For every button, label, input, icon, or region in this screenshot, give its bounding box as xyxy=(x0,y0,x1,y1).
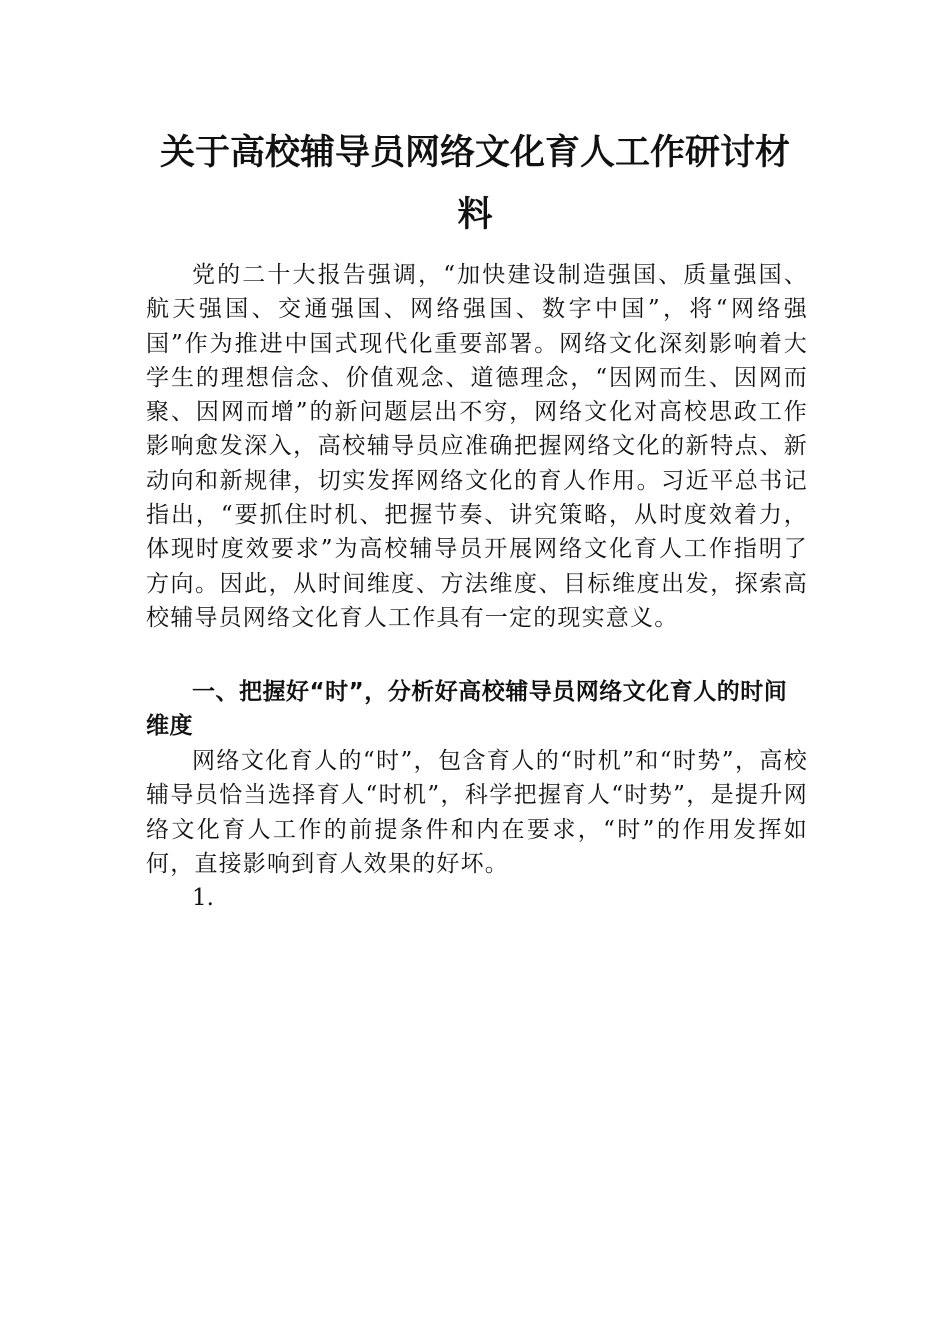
section-paragraph: 网络文化育人的“时”，包含育人的“时机”和“时势”，高校辅导员恰当选择育人“时机”，科学把握育人“时势”，是提升网络文化育人工作的前提条件和内在要求，“时”的作用发挥如何，直接影响到育人效果的好坏。 xyxy=(146,748,808,877)
intro-paragraph: 党的二十大报告强调，“加快建设制造强国、质量强国、航天强国、交通强国、网络强国、数字中国”，将“网络强国”作为推进中国式现代化重要部署。网络文化深刻影响着大学生的理想信念、价值观念、道德理念，“因网而生、因网而聚、因网而增”的新问题层出不穷，网络文化对高校思政工作影响愈发深入，高校辅导员应准确把握网络文化的新特点、新动向和新规律，切实发挥网络文化的育人作用。习近平总书记指出，“要抓住时机、把握节奏、讲究策略，从时度效着力，体现时度效要求”为高校辅导员开展网络文化育人工作指明了方向。因此，从时间维度、方法维度、目标维度出发，探索高校辅导员网络文化育人工作具有一定的现实意义。 xyxy=(146,262,808,631)
section-heading: 一、把握好“时”，分析好高校辅导员网络文化育人的时间维度 xyxy=(146,679,788,740)
list-item-number: 1. xyxy=(192,885,214,911)
document-title: 关于高校辅导员网络文化育人工作研讨材料 xyxy=(159,132,790,235)
